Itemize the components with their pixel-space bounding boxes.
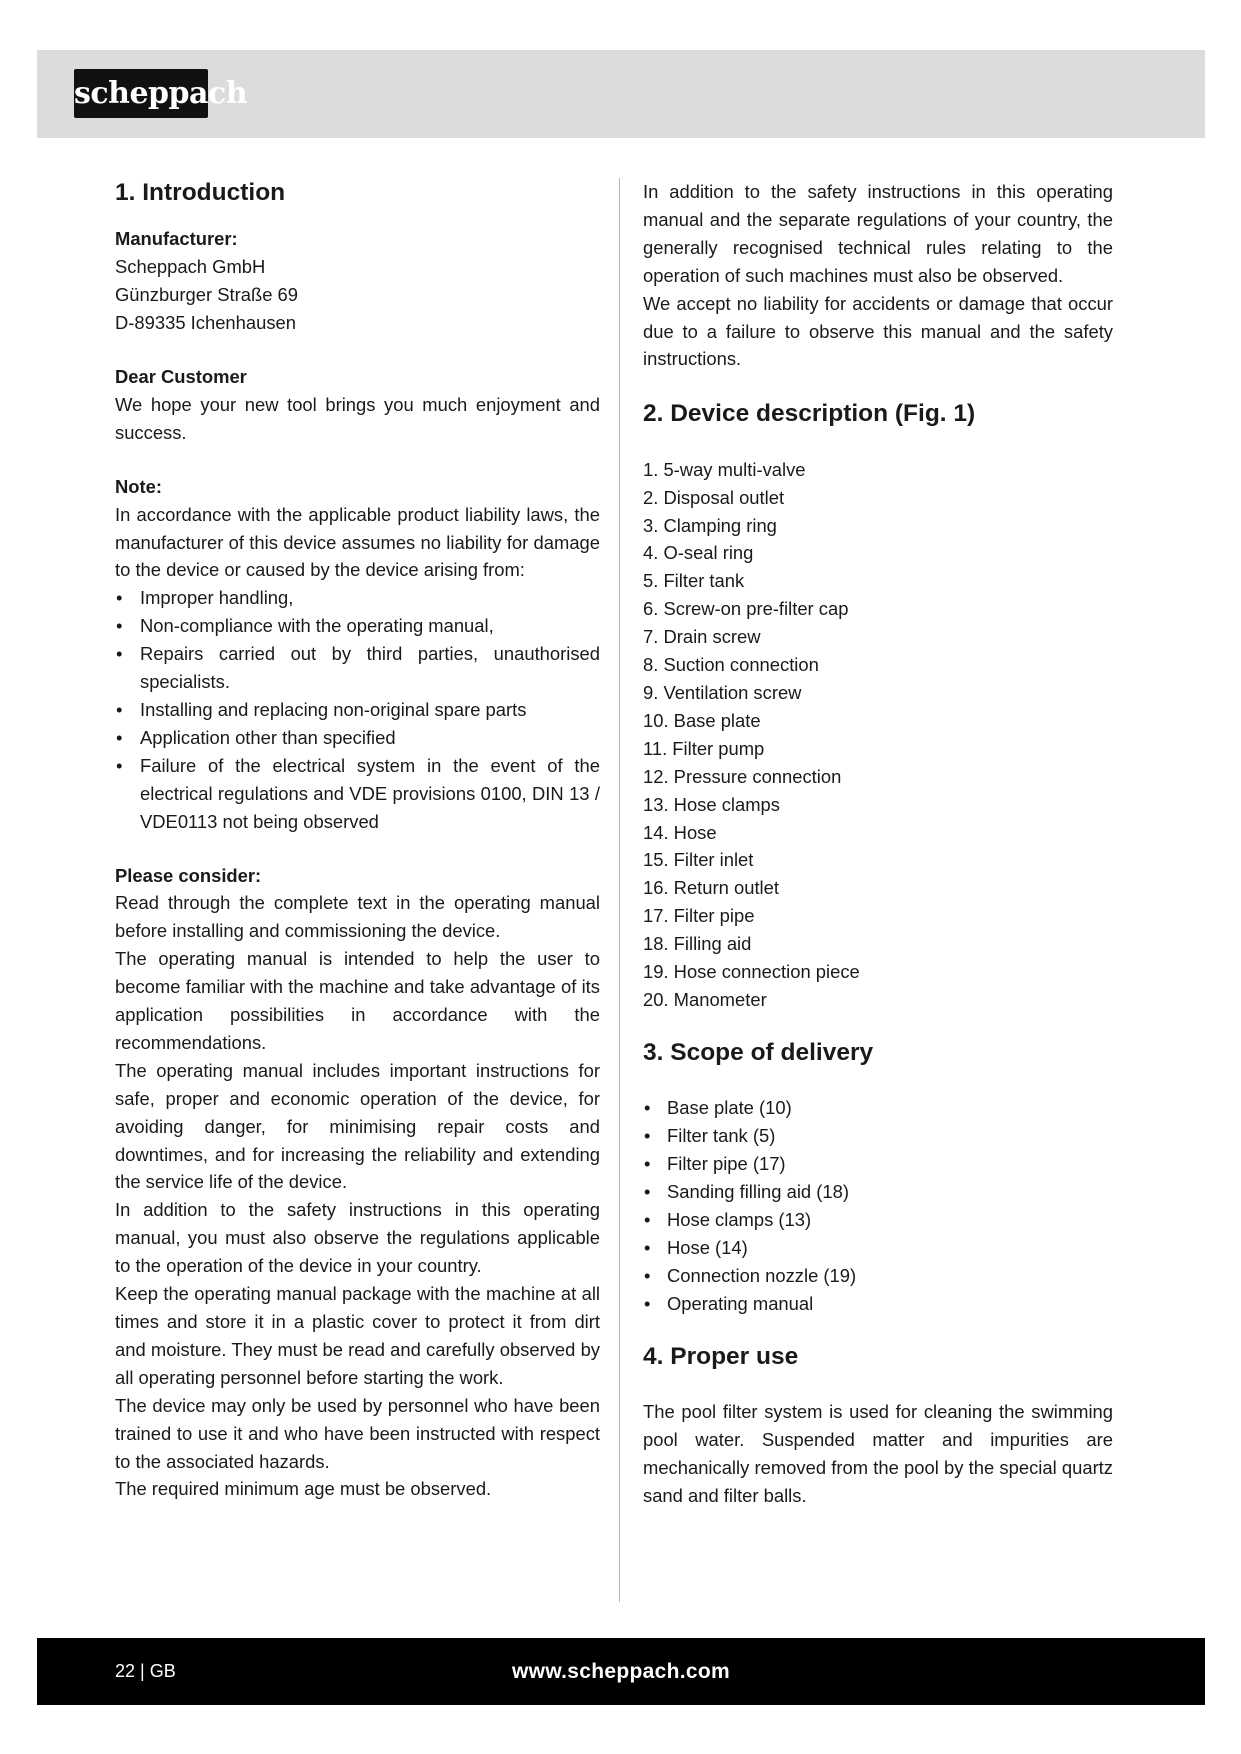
list-item: 1. 5-way multi-valve [643,458,806,480]
list-item: 12. Pressure connection [643,765,842,787]
manufacturer-line: Scheppach GmbH [115,256,266,278]
list-item: 19. Hose connection piece [643,961,860,983]
list-item: • Filter tank (5) [643,1122,1113,1150]
page-number: 22 | GB [115,1661,176,1681]
scope-of-delivery-heading: 3. Scope of delivery [643,1038,874,1066]
list-item: • Operating manual [643,1290,1113,1318]
paragraph: We accept no liability for accidents or damage that occur due to a failure to observe this manual and the safety instructions. [643,292,1113,370]
introduction-heading: 1. Introduction [115,179,286,206]
paragraph: The operating manual includes important instructions for safe, proper and economic operation of the device, for avoiding danger, for minimising repair costs and downtimes, and for increasing the reliability and extending the service life of the device. [115,1059,600,1193]
paragraph: The required minimum age must be observed. [115,1478,492,1500]
left-column [115,178,600,1503]
paragraph: In addition to the safety instructions in this operating manual and the separate regulations of your country, the generally recognised technical rules relating to the operation of such machines must also be observed. [643,181,1113,286]
list-item: • Application other than specified [115,724,600,752]
scheppach-logo: scheppach [74,69,208,118]
list-item: 11. Filter pump [643,737,765,759]
proper-use-text: The pool filter system is used for cleaning the swimming pool water. Suspended matter and impurities are mechanically removed from the pool by the special quartz sand and filter balls. [643,1400,1113,1506]
page-footer [37,1638,1205,1705]
list-item: • Base plate (10) [643,1094,1113,1122]
list-item: • Filter pipe (17) [643,1150,1113,1178]
list-item: 14. Hose [643,821,717,843]
list-item: • Connection nozzle (19) [643,1262,1113,1290]
list-item: 4. O-seal ring [643,542,754,564]
list-item: 7. Drain screw [643,626,761,648]
list-item: • Installing and replacing non-original spare parts [115,696,600,724]
note-text: In accordance with the applicable product liability laws, the manufacturer of this device assumes no liability for damage to the device or caused by the device arising from: [115,503,600,581]
list-item: 15. Filter inlet [643,849,754,871]
list-item: 18. Filling aid [643,933,752,955]
right-column [643,178,1113,1510]
list-item: • Failure of the electrical system in the event of the electrical regulations and VDE provisions 0100, DIN 13 / VDE0113 not being observed [115,752,600,836]
paragraph: Read through the complete text in the operating manual before installing and commissioning the device. [115,892,600,942]
please-consider-label: Please consider: [115,864,262,886]
proper-use-heading: 4. Proper use [643,1342,799,1370]
list-item: 17. Filter pipe [643,905,755,927]
paragraph: The device may only be used by personnel who have been trained to use it and who have been instructed with respect to the associated hazards. [115,1394,600,1472]
list-item: • Repairs carried out by third parties, unauthorised specialists. [115,640,600,696]
device-description-heading: 2. Device description (Fig. 1) [643,400,976,428]
device-parts-list [643,456,1113,1014]
list-item: 20. Manometer [643,988,767,1010]
list-item: 8. Suction connection [643,654,819,676]
list-item: • Non-compliance with the operating manual, [115,612,600,640]
list-item: • Hose (14) [643,1234,1113,1262]
dear-customer-text: We hope your new tool brings you much enjoyment and success. [115,393,600,443]
list-item: • Sanding filling aid (18) [643,1178,1113,1206]
manufacturer-label: Manufacturer: [115,228,238,250]
list-item: 5. Filter tank [643,570,745,592]
list-item: 13. Hose clamps [643,793,780,815]
paragraph: The operating manual is intended to help the user to become familiar with the machine and take advantage of its application possibilities in accordance with the recommendations. [115,948,600,1053]
list-item: 6. Screw-on pre-filter cap [643,598,849,620]
list-item: 16. Return outlet [643,877,779,899]
paragraph: In addition to the safety instructions in this operating manual, you must also observe the regulations applicable to the operation of the device in your country. [115,1199,600,1277]
column-divider [619,178,620,1602]
list-item: 10. Base plate [643,709,761,731]
website-link[interactable]: www.scheppach.com [512,1660,730,1683]
page-header [37,50,1205,138]
manufacturer-line: D-89335 Ichenhausen [115,312,296,334]
dear-customer-label: Dear Customer [115,366,247,388]
delivery-list [643,1094,1113,1317]
list-item: 2. Disposal outlet [643,486,785,508]
note-label: Note: [115,475,162,497]
list-item: • Hose clamps (13) [643,1206,1113,1234]
list-item: • Improper handling, [115,584,600,612]
manufacturer-line: Günzburger Straße 69 [115,284,298,306]
list-item: 3. Clamping ring [643,514,777,536]
liability-list [115,584,600,835]
paragraph: Keep the operating manual package with the machine at all times and store it in a plastic cover to protect it from dirt and moisture. They must be read and carefully observed by all operating personnel before starting the work. [115,1283,600,1388]
list-item: 9. Ventilation screw [643,681,802,703]
